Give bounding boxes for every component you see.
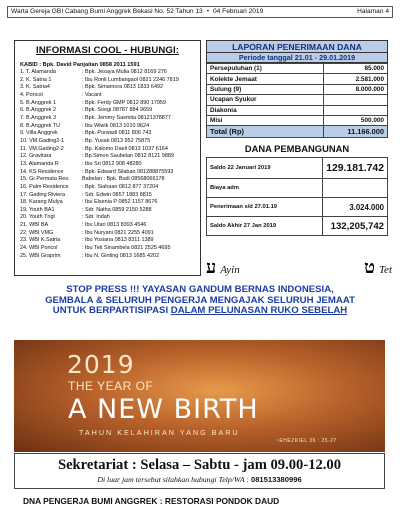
info-cool-row <box>20 192 195 200</box>
laporan-row-amount: 500.000 <box>324 115 388 125</box>
kabid-line: KABID : Bpk. David Panjaitan 0858 2011 1591 <box>20 62 140 68</box>
laporan-row <box>207 64 388 74</box>
banner-theme-a: A NEW <box>68 394 174 425</box>
page-number: Halaman 4 <box>357 8 389 15</box>
info-cool-area: 25. WBI Graprim <box>20 252 61 259</box>
stop-press-underlined: DALAM PELUNASAN RUKO SEBELAH <box>170 305 348 317</box>
pembangunan-title: DANA PEMBANGUNAN <box>244 143 350 155</box>
laporan-row-amount <box>324 105 388 115</box>
info-cool-contact: : Bpk. Jemmy Sasmita 08121378877 <box>82 114 171 121</box>
finance-panel <box>206 40 388 236</box>
info-cool-contact: : Ibu Nuryani 0821 2255 4091 <box>82 229 154 236</box>
laporan-row-amount: 2.581.000 <box>324 74 388 84</box>
info-cool-contact: : Bpk. Jesaya Mulia 0812 8169 276 <box>82 69 167 75</box>
banner-the-year-of: THE YEAR OF <box>68 379 154 393</box>
info-cool-row <box>20 214 195 222</box>
info-cool-contact: : Ibu Yosiana 0813 8311 1389 <box>82 237 154 244</box>
stop-press-text: UNTUK BERPARTISIPASI <box>52 305 171 317</box>
info-cool-contact: : Sdr. Indah <box>82 214 110 221</box>
info-cool-contact: : Bpk. Siahaan 0812 877 37204 <box>82 183 159 190</box>
bulletin-header <box>7 6 393 18</box>
info-cool-row <box>20 115 195 123</box>
pembangunan-row-amount: 3.024.000 <box>323 198 388 217</box>
info-cool-contact: : Ibu N. Ginting 0813 1685 4202 <box>82 252 160 259</box>
info-cool-area: 11. VM.Gading2-2 <box>20 145 64 152</box>
info-cool-contact: : Bpk. Ferdy GMP 0812 890 17959 <box>82 99 166 106</box>
info-cool-contact: : Bpk. Soegi 08787 884 9659 <box>82 107 153 114</box>
info-cool-row <box>20 230 195 238</box>
info-cool-contact: : Bpk. Simamora 0813 1833 6492 <box>82 84 164 91</box>
info-cool-area: 20. Youth Tngl <box>20 214 55 221</box>
year-theme-banner <box>14 340 385 452</box>
laporan-row-label: Misi <box>207 115 324 125</box>
info-cool-area: 6. B.Anggrek 2 <box>20 107 56 114</box>
info-cool-contact: : Vacant <box>82 91 102 98</box>
laporan-row-label: Kolekte Jemaat <box>207 74 324 84</box>
info-cool-area: 17. Gading Riviera <box>20 191 66 198</box>
info-cool-row <box>20 169 195 177</box>
info-cool-area: 18. Karang Mulya <box>20 199 63 206</box>
info-cool-area: 1. T. Alamanda <box>20 69 56 75</box>
pembangunan-row <box>207 158 388 179</box>
laporan-total-amount: 11.166.000 <box>324 126 388 138</box>
pembangunan-row-amount <box>323 179 388 198</box>
laporan-row <box>207 84 388 94</box>
laporan-row <box>207 105 388 115</box>
stop-press-line: GEMBALA & SELURUH PENGERJA MENGAJAK SELURUH JEMAAT <box>45 294 355 306</box>
info-cool-row <box>20 100 195 108</box>
info-cool-area: 16. Palm Residence <box>20 183 69 190</box>
info-cool-contact: : Sdr. Edwin 0857 1883 8815 <box>82 191 152 198</box>
sekretariat-hours: Sekretariat : Selasa – Sabtu - jam 09.00-12.00 <box>57 457 342 473</box>
info-cool-row <box>20 92 195 100</box>
sekretariat-contact-text: Di luar jam tersebut silahkan hubungi Telp/WA : <box>97 475 251 484</box>
info-cool-contact: : Bp. Yusak 0813 952 75875 <box>82 137 151 144</box>
banner-verse: ~EHEZKIEL 36 : 25-27 <box>276 438 337 444</box>
info-cool-area: 24. WBI Poncol <box>20 245 58 252</box>
laporan-title: LAPORAN PENERIMAAN DANA <box>206 40 388 53</box>
info-cool-contact: : Bpk. Edward Silaban 081288875593 <box>82 168 174 175</box>
info-cool-area: 9. Villa Anggrek <box>20 130 58 137</box>
laporan-row-label: Ucapan Syukur <box>207 95 324 105</box>
laporan-row <box>207 74 388 84</box>
info-cool-row <box>20 84 195 92</box>
info-cool-row <box>20 153 195 161</box>
info-cool-area: 22. WBI VMG <box>20 229 54 236</box>
info-cool-contact: : Ibu Ronli Lumbangaol 0821 2246 7819 <box>82 76 179 83</box>
laporan-period: Periode tanggal 21.01 - 29.01.2019 <box>206 53 388 63</box>
info-cool-area: 12. Gravitara <box>20 153 52 160</box>
laporan-row-label: Sulung (9) <box>207 84 324 94</box>
info-cool-area: 7. B.Anggrek 3 <box>20 114 56 121</box>
laporan-table <box>206 63 388 138</box>
info-cool-contact: : Bp. Kalomo Daeli 0813 1037 6164 <box>82 145 168 152</box>
info-cool-area: 3. K. Satria4 <box>20 84 50 91</box>
pembangunan-row-label: Saldo 22 Januari 2019 <box>207 158 323 179</box>
info-cool-row <box>20 107 195 115</box>
sekretariat-contact <box>15 475 384 484</box>
laporan-row-amount: 8.000.000 <box>324 84 388 94</box>
banner-theme <box>68 394 259 425</box>
info-cool-box <box>14 40 201 276</box>
laporan-row <box>207 115 388 125</box>
pembangunan-row <box>207 179 388 198</box>
separator-dot: • <box>206 8 210 15</box>
info-cool-contact: Babelan : Bpk. Budi 08568066178 <box>82 176 165 183</box>
laporan-row-amount <box>324 95 388 105</box>
info-cool-contact: : Ibu Utari 0813 8393 4546 <box>82 222 147 229</box>
info-cool-row <box>20 77 195 85</box>
info-cool-area: 21. WBI BA <box>20 222 49 229</box>
info-cool-area: 14. KS Residence <box>20 168 64 175</box>
info-cool-area: 2. K. Satria 1 <box>20 76 52 83</box>
info-cool-area: 19. Youth BA1 <box>20 206 55 213</box>
info-cool-row <box>20 130 195 138</box>
pembangunan-row-amount: 129.181.742 <box>323 158 388 179</box>
sekretariat-box <box>14 453 385 489</box>
info-cool-row <box>20 138 195 146</box>
info-cool-area: 23. WBI K.Satria <box>20 237 61 244</box>
info-cool-area: 5. B.Anggrek 1 <box>20 99 56 106</box>
info-cool-area: 13. Alamanda R <box>20 160 59 167</box>
info-cool-row <box>20 146 195 154</box>
publication-date: 04 Februari 2019 <box>213 8 264 15</box>
info-cool-contact: : Ibu Sri 0812 908 48280 <box>82 160 142 167</box>
banner-year: 2019 <box>67 350 135 379</box>
info-cool-row <box>20 161 195 169</box>
pembangunan-row-label: Penerimaan s/d 27.01.19 <box>207 198 323 217</box>
info-cool-contact: : Sdr. Natha 0859 2150 5288 <box>82 206 152 213</box>
stop-press-line <box>10 306 390 317</box>
hebrew-letters <box>206 257 392 278</box>
pembangunan-row-label: Biaya adm <box>207 179 323 198</box>
info-cool-row <box>20 199 195 207</box>
laporan-row-amount: 85.000 <box>324 64 388 74</box>
publication-name: Warta Gereja GBI Cabang Bumi Anggrek Bekasi No. 52 Tahun 13 <box>11 8 203 15</box>
info-cool-contact: : Ibu Teti Sinambela 0821 2525 4695 <box>82 245 171 252</box>
stop-press-line: STOP PRESS !!! YAYASAN GANDUM BERNAS INDONESIA, <box>66 284 334 295</box>
info-cool-contact: : Bp.Simon Saubelan 0812 8121 9889 <box>82 153 174 160</box>
ayin-label: Ayin <box>220 264 240 276</box>
pembangunan-table <box>206 157 388 236</box>
laporan-row <box>207 95 388 105</box>
info-cool-contact: : Bpk. Purwadi 0811 806 743 <box>82 130 152 137</box>
info-cool-list <box>20 69 195 260</box>
info-cool-row <box>20 245 195 253</box>
info-cool-row <box>20 123 195 131</box>
info-cool-row <box>20 69 195 77</box>
info-cool-area: 10. VM.Gading2-1 <box>20 137 65 144</box>
info-cool-title: INFORMASI COOL - HUBUNGI: <box>35 45 180 56</box>
banner-theme-birth: BIRTH <box>173 394 259 425</box>
pembangunan-row <box>207 198 388 217</box>
info-cool-area: 8. B.Anggrek TU <box>20 122 61 129</box>
tet-label: Tet <box>378 264 392 276</box>
laporan-row-label: Diakonia <box>207 105 324 115</box>
info-cool-contact: : Ibu Elsenia P 0852 1157 8676 <box>82 199 158 206</box>
info-cool-row <box>20 237 195 245</box>
info-cool-area: 15. Gr.Permata Res. <box>20 176 70 183</box>
info-cool-row <box>20 184 195 192</box>
info-cool-row <box>20 176 195 184</box>
info-cool-contact: : Ibu Wiwik 0813 1010 9624 <box>82 122 150 129</box>
pembangunan-row-amount: 132,205,742 <box>323 217 388 236</box>
banner-tagline: TAHUN KELAHIRAN YANG BARU <box>79 428 240 437</box>
laporan-total-row <box>207 126 388 138</box>
ayin-letter-icon: ע <box>206 257 217 278</box>
pembangunan-row <box>207 217 388 236</box>
laporan-total-label: Total (Rp) <box>207 126 324 138</box>
pembangunan-row-label: Saldo Akhir 27 Jan 2019 <box>207 217 323 236</box>
info-cool-row <box>20 207 195 215</box>
stop-press-announcement <box>10 285 390 317</box>
laporan-row-label: Persepuluhan (1) <box>207 64 324 74</box>
info-cool-row <box>20 253 195 261</box>
sekretariat-phone: 081513380996 <box>250 475 302 484</box>
tet-letter-icon: ט <box>364 257 375 278</box>
info-cool-area: 4. Poncol <box>20 91 43 98</box>
info-cool-row <box>20 222 195 230</box>
footer-slogan: DNA PENGERJA BUMI ANGGREK : RESTORASI PONDOK DAUD <box>23 496 280 506</box>
